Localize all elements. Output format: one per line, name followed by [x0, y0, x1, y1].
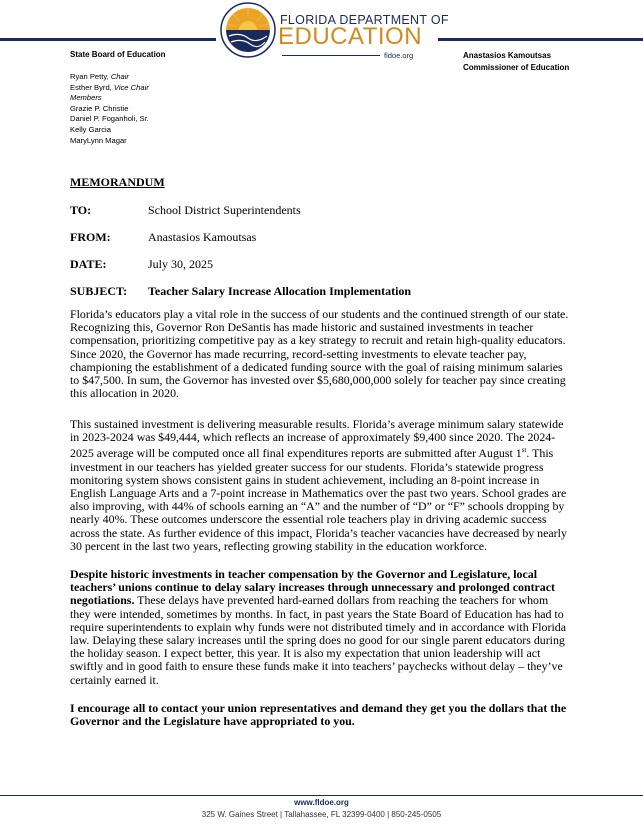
board-chair: Ryan Petty, Chair [70, 72, 129, 81]
header-rule-left [0, 38, 216, 41]
memo-date-label: DATE: [70, 257, 107, 271]
commissioner-name: Anastasios Kamoutsas [463, 51, 552, 60]
logo-department-text: FLORIDA DEPARTMENT OF [280, 13, 449, 27]
board-member: Grazie P. Christie [70, 103, 129, 113]
memo-title: MEMORANDUM [70, 175, 165, 189]
logo-education-text: EDUCATION [278, 23, 423, 50]
body-paragraph-3: Despite historic investments in teacher compensation by the Governor and Legislature, local teachers’ unions continue to delay salary increases through unnecessary and prolonged contract negotiations. These delays have prevented hard-earned dollars from reaching the teachers for whom they were intended, sometimes by months. In fact, in past years the State Board of Education has had to require superintendents to explain why funds were not distributed timely and in accordance with Florida law. Delaying these salary increases until the spring does no good for our single parent educators during the holiday season. I expect better, this year. It is also my expectation that union leadership will act swiftly and in good faith to ensure these funds make it into teachers’ paychecks without delay – they’ve certainly earned it. [70, 567, 566, 687]
commissioner-block [463, 50, 569, 74]
board-member: Kelly Garcia [70, 124, 111, 134]
logo-underline [282, 55, 380, 56]
memo-to-label: TO: [70, 203, 92, 217]
board-title: State Board of Education [70, 50, 166, 59]
logo-site-text: fldoe.org [384, 51, 414, 60]
memo-date-value: July 30, 2025 [148, 257, 214, 271]
footer-rule [0, 795, 643, 796]
board-member: Daniel P. Foganholi, Sr. [70, 114, 149, 124]
board-vice-chair: Esther Byrd, Vice Chair [70, 82, 149, 92]
memo-subject-label: SUBJECT: [70, 284, 128, 298]
commissioner-title: Commissioner of Education [463, 63, 570, 72]
fldoe-seal-icon [220, 2, 276, 58]
header-rule-right [438, 38, 643, 41]
board-members-list [70, 72, 149, 146]
memo-from-label: FROM: [70, 230, 111, 244]
body-paragraph-4: I encourage all to contact your union representatives and demand they get you the dollars that the Governor and the Legislature have appropriated to you. [70, 701, 567, 729]
body-paragraph-1: Florida’s educators play a vital role in the success of our students and the continued strength of our state. Recognizing this, Governor Ron DeSantis has made historic and sustained investments in teacher compensation, prioritizing competitive pay as a key strategy to recruit and retain high-quality educators. Since 2020, the Governor has made recurring, record-setting investments to elevate teacher pay, championing the establishment of a dedicated funding source with the goal of raising minimum salaries to $47,500. In sum, the Governor has invested over $5,680,000,000 solely for teacher pay since creating this allocation in 2020. [70, 307, 569, 401]
memo-subject-value: Teacher Salary Increase Allocation Implementation [148, 284, 412, 298]
members-label: Members [70, 93, 102, 103]
memo-from-value: Anastasios Kamoutsas [148, 230, 257, 244]
footer-address: 325 W. Gaines Street | Tallahassee, FL 32399-0400 | 850-245-0505 [201, 810, 442, 819]
footer-url[interactable]: www.fldoe.org [294, 798, 349, 807]
memo-to-value: School District Superintendents [148, 203, 301, 217]
body-paragraph-2: This sustained investment is delivering measurable results. Florida’s average minimum salary statewide in 2023-2024 was $49,444, which reflects an increase of approximately $9,400 since 2020. The 2024-2025 average will be computed once all final expenditures reports are submitted after August 1st. This investment in our teachers has yielded greater success for our students. Florida’s statewide progress monitoring system shows consistent gains in student achievement, including an 8-point increase in English Language Arts and a 7-point increase in Mathematics over the past two years. School grades are also improving, with 44% of schools earning an “A” and the number of “D” or “F” schools dropping by nearly 40%. These outcomes underscore the essential role teachers play in driving academic success across the state. As further evidence of this impact, Florida’s teacher vacancies have decreased by nearly 30 percent in the last two years, reflecting growing stability in the education workforce. [70, 417, 567, 553]
board-member: MaryLynn Magar [70, 135, 127, 145]
